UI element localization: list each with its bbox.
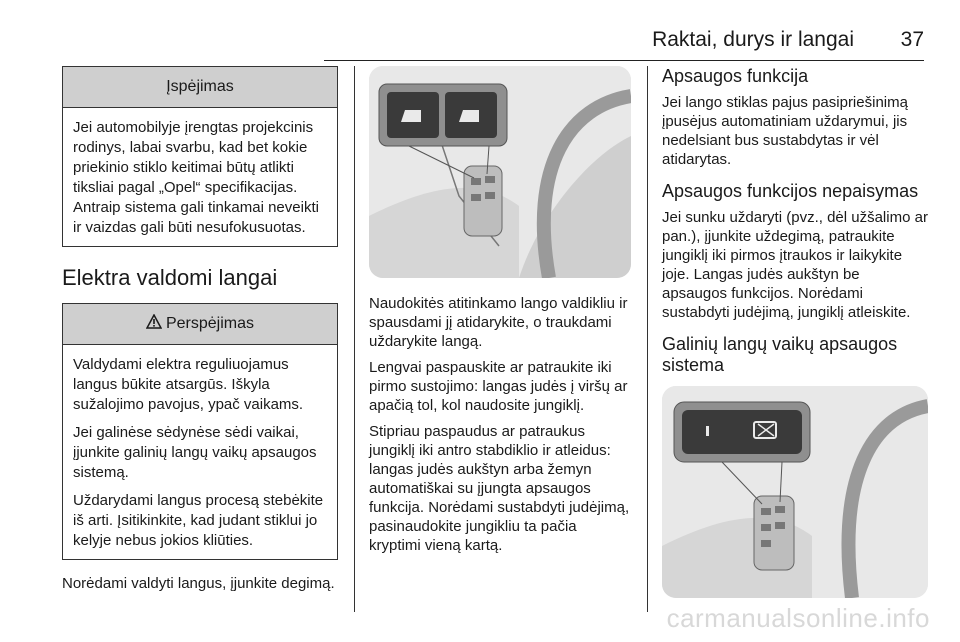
paragraph: Stipriau paspaudus ar patraukus jungiklį iki antro stabdiklio ir atleidus: langas judės aukštyn arba žemyn automatiškai su įjungta apsaugos funkcija. Norėdami sustabdyti judėjimą, pasinaudokite jungikliu ta pačia kryptimi vieną kartą. (369, 423, 630, 554)
warning-box (62, 303, 338, 560)
subheading-protection: Apsaugos funkcija (662, 66, 809, 86)
column-2 (369, 66, 631, 562)
paragraph: Jei lango stiklas pajus pasipriešinimą įpusėjus automatiniam uždarymui, jis nedelsiant bus sustabdytas ir vėl atidarytas. (662, 94, 908, 168)
page-number: 37 (900, 28, 924, 51)
child-lock-illustration (662, 386, 928, 598)
column-3 (662, 66, 928, 598)
column-divider-2 (647, 66, 648, 612)
column-1 (62, 66, 338, 600)
note-box (62, 66, 338, 247)
paragraph: Norėdami valdyti langus, įjunkite degimą. (62, 575, 335, 592)
note-box-title: Įspėjimas (63, 67, 337, 108)
note-paragraph: Jei automobilyje įrengtas projekcinis rodinys, labai svarbu, kad bet kokie priekinio stiklo keitimai būtų atlikti tiksliai pagal „Opel“ specifikacijas. Antraip sistema gali tinkamai neveikti ir vaizdas gali būti nesufokusuotas. (73, 119, 319, 236)
warning-box-header (63, 304, 337, 345)
note-box-body (63, 108, 337, 246)
col1-closing-text (62, 574, 338, 593)
section-title: Elektra valdomi langai (62, 265, 278, 290)
paragraph: Naudokitės atitinkamo lango valdikliu ir spausdami jį atidarykite, o traukdami uždarykite langą. (369, 295, 628, 350)
column-divider-1 (354, 66, 355, 612)
warning-triangle-icon (146, 314, 162, 334)
warning-paragraph: Jei galinėse sėdynėse sėdi vaikai, įjunkite galinių langų vaikų apsaugos sistemą. (73, 424, 317, 481)
paragraph: Lengvai paspauskite ar patraukite iki pirmo sustojimo: langas judės į viršų ar apačią tol, kol naudosite jungiklį. (369, 359, 628, 414)
warning-box-body (63, 345, 337, 559)
watermark: carmanualsonline.info (666, 603, 930, 633)
subheading-child-lock: Galinių langų vaikų apsaugos sistema (662, 334, 898, 375)
page-header (324, 22, 924, 62)
override-text (662, 208, 928, 322)
subheading-override: Apsaugos funkcijos nepaisymas (662, 181, 919, 201)
protection-text (662, 93, 928, 169)
col2-text (369, 294, 631, 555)
warning-paragraph: Valdydami elektra reguliuojamus langus būkite atsargūs. Iškyla sužalojimo pavojus, ypač vaikams. (73, 356, 304, 413)
header-rule (324, 60, 924, 61)
paragraph: Jei sunku uždaryti (pvz., dėl užšalimo ar pan.), įjunkite uždegimą, patraukite jungiklį iki pirmos įtraukos ir laikykite joje. Langas judės aukštyn be apsaugos funkcijos. Norėdami sustabdyti judėjimą, jungiklį atleiskite. (662, 209, 928, 321)
warning-box-title: Perspėjimas (165, 315, 255, 332)
door-switch-illustration (369, 66, 631, 278)
header-title: Raktai, durys ir langai (652, 28, 854, 51)
warning-paragraph: Uždarydami langus procesą stebėkite iš arti. Įsitikinkite, kad judant stiklui jo kelyje nebus jokios kliūties. (73, 492, 324, 549)
